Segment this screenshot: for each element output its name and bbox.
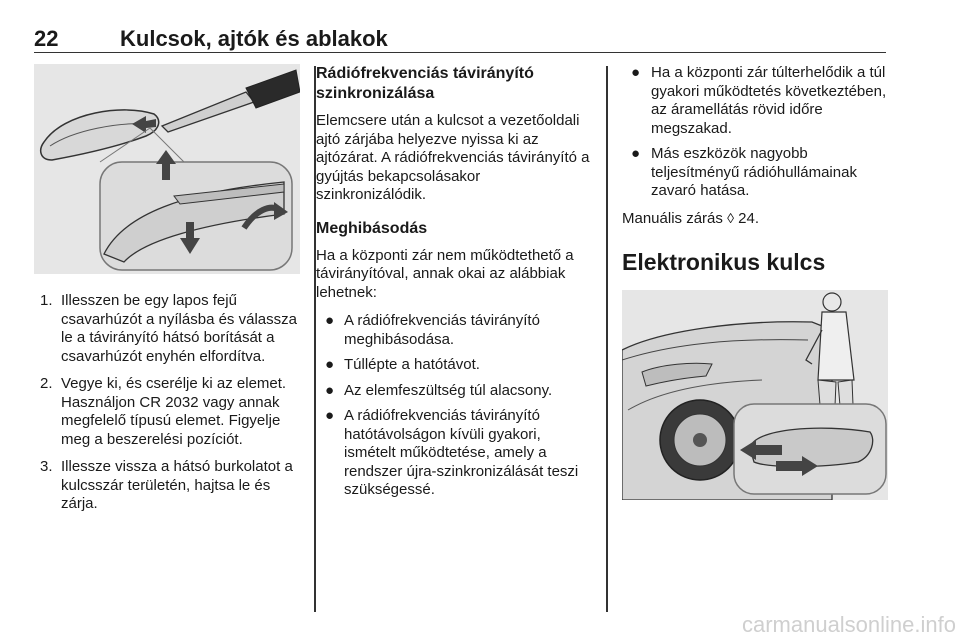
fault-heading: Meghibásodás — [316, 219, 428, 237]
list-item: 1. Illesszen be egy lapos fejű csavarhúzót a nyílásba és válassza le a távirányító hátsó borítását a csavarhúzót enyhén elfordítva. — [40, 292, 297, 365]
car-door-handle-drawing — [622, 290, 888, 500]
manual-lock-reference: Manuális zárás ◊ 24. — [622, 209, 760, 227]
right-column — [622, 64, 888, 500]
page-reference-link[interactable]: 24. — [738, 209, 760, 227]
sync-paragraph: Elemcsere után a kulcsot a vezetőoldali ajtó zárjába helyezve nyissa ki az ajtózárat. A rádiófrekvenciás távirányító a gyújtás bekapcsolásakor szinkronizálódik. — [316, 112, 590, 203]
key-battery-illustration — [34, 64, 300, 274]
left-column — [34, 64, 300, 523]
section-title: Elektronikus kulcs — [622, 249, 826, 275]
electronic-key-illustration — [622, 290, 888, 500]
list-item: 3. Illessze vissza a hátsó burkolatot a kulcsszár területén, hajtsa le és zárja. — [40, 458, 293, 512]
list-item: ● A rádiófrekvenciás távirányító hatótávolságon kívüli gyakori, ismételt működtetése, amely a rendszer újra-szinkronizálását teszi szükségessé. — [325, 407, 579, 498]
overload-bullets — [622, 64, 888, 201]
list-item: 2. Vegye ki, és cserélje ki az elemet. Használjon CR 2032 vagy annak megfelelő típusú elemet. Figyelje meg a beszerelési pozíciót. — [40, 375, 287, 448]
fault-paragraph: Ha a központi zár nem működtethető a távirányítóval, annak okai az alábbiak lehetnek: — [316, 246, 574, 301]
list-item: ● A rádiófrekvenciás távirányító meghibásodása. — [325, 312, 540, 348]
list-item: ● Az elemfeszültség túl alacsony. — [325, 381, 553, 399]
sync-heading: Rádiófrekvenciás távirányító szinkronizálása — [316, 65, 534, 102]
page-reference-icon: ◊ — [727, 209, 734, 226]
page-number: 22 — [34, 26, 59, 51]
column-divider-right — [606, 66, 608, 612]
page-header — [34, 26, 886, 53]
list-item: ● Más eszközök nagyobb teljesítményű rádióhullámainak zavaró hatása. — [631, 145, 857, 199]
middle-column — [316, 64, 594, 508]
list-item: ● Túllépte a hatótávot. — [325, 356, 480, 373]
watermark: carmanualsonline.info — [741, 612, 956, 637]
key-screwdriver-drawing — [34, 64, 300, 274]
chapter-title: Kulcsok, ajtók és ablakok — [120, 26, 388, 51]
list-item: ● Ha a központi zár túlterhelődik a túl gyakori működtetés következtében, az áramellátás rövid időre megszakad. — [631, 64, 887, 137]
fault-bullets — [316, 312, 594, 500]
battery-steps-list — [34, 292, 300, 514]
